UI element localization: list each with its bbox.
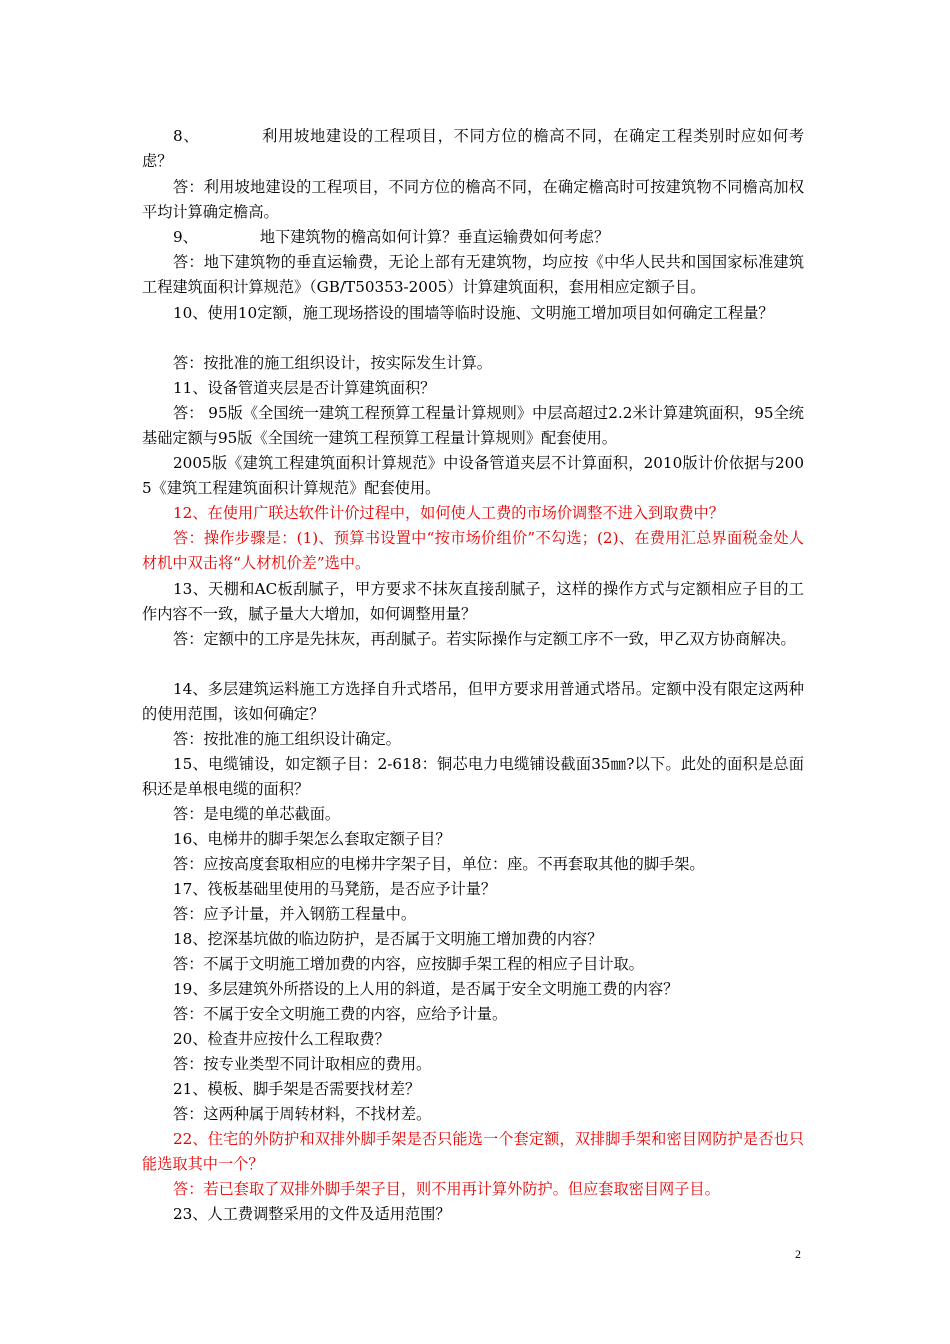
paragraph-q11: 11、设备管道夹层是否计算建筑面积？ bbox=[173, 379, 436, 397]
paragraph-a15: 答：是电缆的单芯截面。 bbox=[173, 805, 341, 823]
paragraph-a17: 答：应予计量，并入钢筋工程量中。 bbox=[173, 905, 416, 923]
paragraph-a21: 答：这两种属于周转材料，不找材差。 bbox=[173, 1105, 432, 1123]
question-text: 地下建筑物的檐高如何计算？垂直运输费如何考虑？ bbox=[259, 228, 610, 246]
page-number: 2 bbox=[795, 1247, 801, 1261]
paragraph-a14: 答：按批准的施工组织设计确定。 bbox=[173, 730, 401, 748]
paragraph-a13: 答：定额中的工序是先抹灰，再刮腻子。若实际操作与定额工序不一致，甲乙双方协商解决。 bbox=[173, 630, 796, 648]
paragraph-q8 bbox=[142, 124, 804, 175]
paragraph-a9: 答：地下建筑物的垂直运输费，无论上部有无建筑物，均应按《中华人民共和国国家标准建筑工程建筑面积计算规范》（GB/T50353-2005）计算建筑面积，套用相应定额子目。 bbox=[142, 253, 804, 297]
paragraph-a12: 答：操作步骤是：(1)、预算书设置中“按市场价组价”不勾选；(2)、在费用汇总界面税金处人材机中双击将“人材机价差”选中。 bbox=[142, 529, 804, 573]
paragraph-a8: 答：利用坡地建设的工程项目，不同方位的檐高不同，在确定檐高时可按建筑物不同檐高加权平均计算确定檐高。 bbox=[142, 178, 804, 222]
paragraph-a11: 答： 95版《全国统一建筑工程预算工程量计算规则》中层高超过2.2米计算建筑面积，95全统基础定额与95版《全国统一建筑工程预算工程量计算规则》配套使用。 bbox=[142, 404, 804, 448]
question-number: 9、 bbox=[173, 228, 198, 246]
paragraph-q10: 10、使用10定额，施工现场搭设的围墙等临时设施、文明施工增加项目如何确定工程量？ bbox=[173, 304, 774, 322]
paragraph-q18: 18、挖深基坑做的临边防护，是否属于文明施工增加费的内容？ bbox=[173, 930, 603, 948]
paragraph-q12: 12、在使用广联达软件计价过程中，如何使人工费的市场价调整不进入到取费中？ bbox=[173, 504, 724, 522]
paragraph-a11-cont: 2005版《建筑工程建筑面积计算规范》中设备管道夹层不计算面积，2010版计价依据与2005《建筑工程建筑面积计算规范》配套使用。 bbox=[142, 454, 804, 498]
paragraph-a20: 答：按专业类型不同计取相应的费用。 bbox=[173, 1055, 432, 1073]
paragraph-q15: 15、电缆铺设，如定额子目：2-618：铜芯电力电缆铺设截面35㎜?以下。此处的面积是总面积还是单根电缆的面积？ bbox=[142, 755, 804, 799]
paragraph-q23: 23、人工费调整采用的文件及适用范围？ bbox=[173, 1205, 451, 1223]
paragraph-q21: 21、模板、脚手架是否需要找材差？ bbox=[173, 1080, 421, 1098]
question-text: 利用坡地建设的工程项目，不同方位的檐高不同，在确定工程类别时应如何考虑？ bbox=[142, 127, 805, 171]
paragraph-a19: 答：不属于安全文明施工费的内容，应给予计量。 bbox=[173, 1005, 508, 1023]
paragraph-q14: 14、多层建筑运料施工方选择自升式塔吊，但甲方要求用普通式塔吊。定额中没有限定这两种的使用范围，该如何确定？ bbox=[142, 680, 804, 724]
paragraph-q16: 16、电梯井的脚手架怎么套取定额子目？ bbox=[173, 830, 451, 848]
paragraph-q9 bbox=[142, 225, 804, 250]
paragraph-q19: 19、多层建筑外所搭设的上人用的斜道，是否属于安全文明施工费的内容？ bbox=[173, 980, 679, 998]
paragraph-q22: 22、住宅的外防护和双排外脚手架是否只能选一个套定额，双排脚手架和密目网防护是否也只能选取其中一个？ bbox=[142, 1130, 804, 1174]
paragraph-a18: 答：不属于文明施工增加费的内容，应按脚手架工程的相应子目计取。 bbox=[173, 955, 644, 973]
paragraph-a16: 答：应按高度套取相应的电梯井字架子目，单位：座。不再套取其他的脚手架。 bbox=[173, 855, 705, 873]
question-number: 8、 bbox=[173, 127, 200, 145]
paragraph-q13: 13、天棚和AC板刮腻子，甲方要求不抹灰直接刮腻子，这样的操作方式与定额相应子目的工作内容不一致，腻子量大大增加，如何调整用量？ bbox=[142, 580, 804, 624]
paragraph-q20: 20、检查井应按什么工程取费？ bbox=[173, 1030, 390, 1048]
paragraph-a22: 答：若已套取了双排外脚手架子目，则不用再计算外防护。但应套取密目网子目。 bbox=[173, 1180, 720, 1198]
paragraph-q17: 17、筏板基础里使用的马凳筋，是否应予计量？ bbox=[173, 880, 497, 898]
paragraph-a10: 答：按批准的施工组织设计，按实际发生计算。 bbox=[173, 354, 492, 372]
